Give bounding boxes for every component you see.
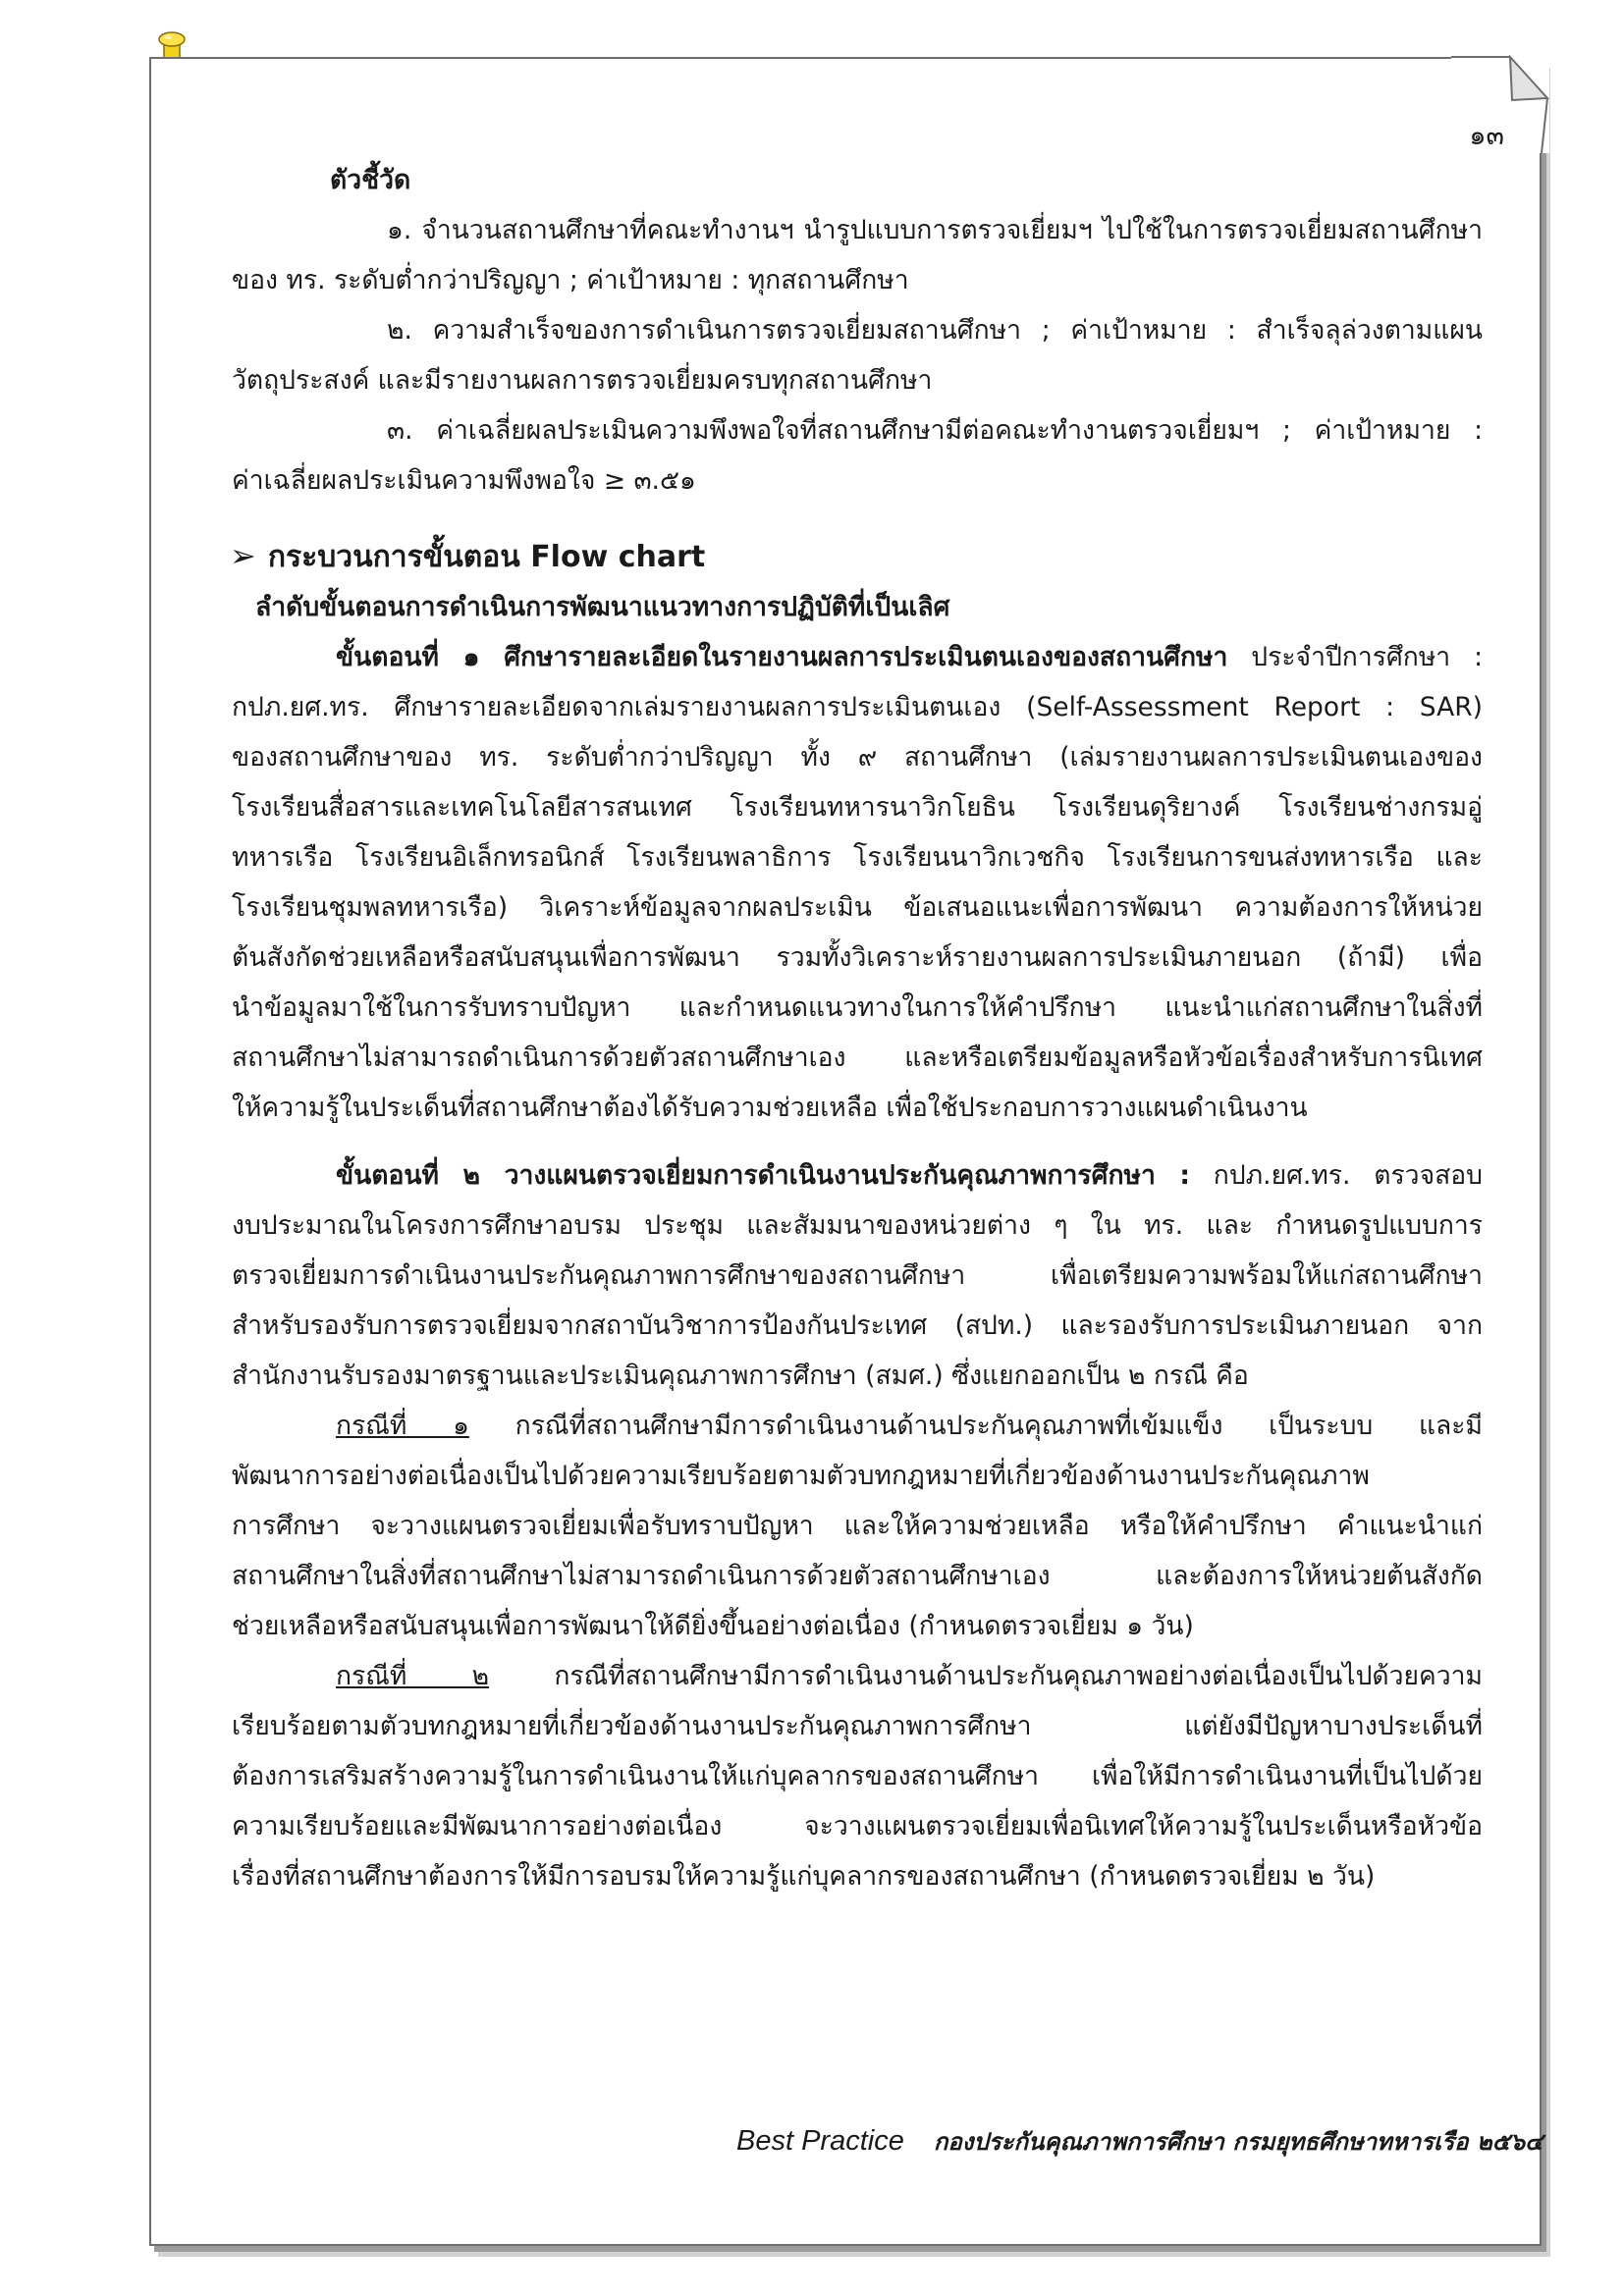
step1-line: ให้ความรู้ในประเด็นที่สถานศึกษาต้องได้รับความช่วยเหลือ เพื่อใช้ประกอบการวางแผนดำเนินงาน: [232, 1093, 1308, 1123]
step1-line: สถานศึกษาไม่สามารถดำเนินการด้วยตัวสถานศึกษาเอง และหรือเตรียมข้อมูลหรือหัวข้อเรื่องสำหรับการนิเทศ: [232, 1042, 1483, 1073]
step1-line: กปภ.ยศ.ทร. ศึกษารายละเอียดจากเล่มรายงานผลการประเมินตนเอง (Self-Assessment Report : SAR): [232, 692, 1483, 722]
step2-title-tail: กปภ.ยศ.ทร. ตรวจสอบ: [1190, 1160, 1483, 1191]
case1-line: สถานศึกษาในสิ่งที่สถานศึกษาไม่สามารถดำเนินการด้วยตัวสถานศึกษาเอง และต้องการให้หน่วยต้นสังกัด: [232, 1561, 1483, 1591]
step1-line: โรงเรียนสื่อสารและเทคโนโลยีสารสนเทศ โรงเรียนทหารนาวิกโยธิน โรงเรียนดุริยางค์ โรงเรียนช่างกรมอู่: [232, 792, 1483, 823]
footer-label: Best Practice: [736, 2125, 904, 2157]
case1-first-line: [232, 1401, 1483, 1451]
case2-label: กรณีที่ ๒: [336, 1661, 490, 1691]
arrow-bullet-icon: ➢: [230, 537, 256, 574]
footer-organization: กองประกันคุณภาพการศึกษา กรมยุทธศึกษาทหารเรือ ๒๕๖๔: [933, 2128, 1543, 2156]
step1-line: ต้นสังกัดช่วยเหลือหรือสนับสนุนเพื่อการพัฒนา รวมทั้งวิเคราะห์รายงานผลการประเมินภายนอก (ถ้ามี) เพื่อ: [232, 942, 1483, 973]
indicator-line: ๑. จำนวนสถานศึกษาที่คณะทำงานฯ นำรูปแบบการตรวจเยี่ยมฯ ไปใช้ในการตรวจเยี่ยมสถานศึกษา: [387, 215, 1483, 245]
step2-line: ตรวจเยี่ยมการดำเนินงานประกันคุณภาพการศึกษาของสถานศึกษา เพื่อเตรียมความพร้อมให้แก่สถานศึกษา: [232, 1260, 1483, 1291]
case1-line: พัฒนาการอย่างต่อเนื่องเป็นไปด้วยความเรียบร้อยตามตัวบทกฎหมายที่เกี่ยวข้องด้านงานประกันคุณภาพ: [232, 1461, 1370, 1491]
case2-first-line: [232, 1651, 1483, 1701]
indicator-line: ค่าเฉลี่ยผลประเมินความพึงพอใจ ≥ ๓.๕๑: [232, 465, 696, 496]
step1-title-line: [232, 632, 1483, 682]
indicator-line: ของ ทร. ระดับต่ำกว่าปริญญา ; ค่าเป้าหมาย : ทุกสถานศึกษา: [232, 265, 909, 295]
process-heading: [230, 529, 1483, 582]
step2-line: งบประมาณในโครงการศึกษาอบรม ประชุม และสัมมนาของหน่วยต่าง ๆ ใน ทร. และ กำหนดรูปแบบการ: [232, 1210, 1483, 1241]
case2-first-text: กรณีที่สถานศึกษามีการดำเนินงานด้านประกันคุณภาพอย่างต่อเนื่องเป็นไปด้วยความ: [489, 1661, 1483, 1691]
case2-line: ความเรียบร้อยและมีพัฒนาการอย่างต่อเนื่อง จะวางแผนตรวจเยี่ยมเพื่อนิเทศให้ความรู้ในประเด็นหรือหัวข้อ: [232, 1811, 1483, 1842]
case1-line: ช่วยเหลือหรือสนับสนุนเพื่อการพัฒนาให้ดียิ่งขึ้นอย่างต่อเนื่อง (กำหนดตรวจเยี่ยม ๑ วัน): [232, 1611, 1194, 1641]
step1-title-tail: ประจำปีการศึกษา :: [1227, 642, 1483, 672]
case2-line: เรื่องที่สถานศึกษาต้องการให้มีการอบรมให้ความรู้แก่บุคลากรของสถานศึกษา (กำหนดตรวจเยี่ยม ๒ วัน): [232, 1861, 1376, 1892]
process-heading-text: กระบวนการขั้นตอน Flow chart: [267, 540, 706, 574]
process-subheading: ลำดับขั้นตอนการดำเนินการพัฒนาแนวทางการปฏิบัติที่เป็นเลิศ: [255, 592, 950, 622]
document-body: [232, 155, 1483, 1901]
page-footer: [736, 2122, 1543, 2161]
case2-line: ต้องการเสริมสร้างความรู้ในการดำเนินงานให้แก่บุคลากรของสถานศึกษา เพื่อให้มีการดำเนินงานที่เป็นไปด้วย: [232, 1761, 1483, 1791]
step2-line: สำหรับรองรับการตรวจเยี่ยมจากสถาบันวิชาการป้องกันประเทศ (สปท.) และรองรับการประเมินภายนอก จาก: [232, 1310, 1483, 1341]
step1-line: โรงเรียนชุมพลทหารเรือ) วิเคราะห์ข้อมูลจากผลประเมิน ข้อเสนอแนะเพื่อการพัฒนา ความต้องการให้หน่วย: [232, 892, 1483, 923]
indicator-line: วัตถุประสงค์ และมีรายงานผลการตรวจเยี่ยมครบทุกสถานศึกษา: [232, 365, 933, 396]
case1-line: การศึกษา จะวางแผนตรวจเยี่ยมเพื่อรับทราบปัญหา และให้ความช่วยเหลือ หรือให้คำปรึกษา คำแนะนำแก่: [232, 1511, 1483, 1541]
case1-label: กรณีที่ ๑: [336, 1411, 469, 1441]
indicators-heading: ตัวชี้วัด: [330, 165, 411, 195]
step1-title: ขั้นตอนที่ ๑ ศึกษารายละเอียดในรายงานผลการประเมินตนเองของสถานศึกษา: [336, 642, 1228, 672]
step2-title: ขั้นตอนที่ ๒ วางแผนตรวจเยี่ยมการดำเนินงานประกันคุณภาพการศึกษา :: [336, 1160, 1191, 1191]
case1-first-text: กรณีที่สถานศึกษามีการดำเนินงานด้านประกันคุณภาพที่เข้มแข็ง เป็นระบบ และมี: [468, 1411, 1483, 1441]
page-number: ๑๓: [1469, 121, 1504, 151]
step1-line: นำข้อมูลมาใช้ในการรับทราบปัญหา และกำหนดแนวทางในการให้คำปรึกษา แนะนำแก่สถานศึกษาในสิ่งที่: [232, 992, 1483, 1023]
indicator-line: ๒. ความสำเร็จของการดำเนินการตรวจเยี่ยมสถานศึกษา ; ค่าเป้าหมาย : สำเร็จลุล่วงตามแผน: [387, 315, 1483, 346]
case2-line: เรียบร้อยตามตัวบทกฎหมายที่เกี่ยวข้องด้านงานประกันคุณภาพการศึกษา แต่ยังมีปัญหาบางประเด็นที่: [232, 1711, 1483, 1741]
indicator-line: ๓. ค่าเฉลี่ยผลประเมินความพึงพอใจที่สถานศึกษามีต่อคณะทำงานตรวจเยี่ยมฯ ; ค่าเป้าหมาย :: [387, 415, 1483, 446]
step2-title-line: [232, 1150, 1483, 1201]
step1-line: ของสถานศึกษาของ ทร. ระดับต่ำกว่าปริญญา ทั้ง ๙ สถานศึกษา (เล่มรายงานผลการประเมินตนเองของ: [232, 742, 1483, 773]
step1-line: ทหารเรือ โรงเรียนอิเล็กทรอนิกส์ โรงเรียนพลาธิการ โรงเรียนนาวิกเวชกิจ โรงเรียนการขนส่งทหารเรือ และ: [232, 842, 1483, 873]
step2-line: สำนักงานรับรองมาตรฐานและประเมินคุณภาพการศึกษา (สมศ.) ซึ่งแยกออกเป็น ๒ กรณี คือ: [232, 1361, 1249, 1391]
